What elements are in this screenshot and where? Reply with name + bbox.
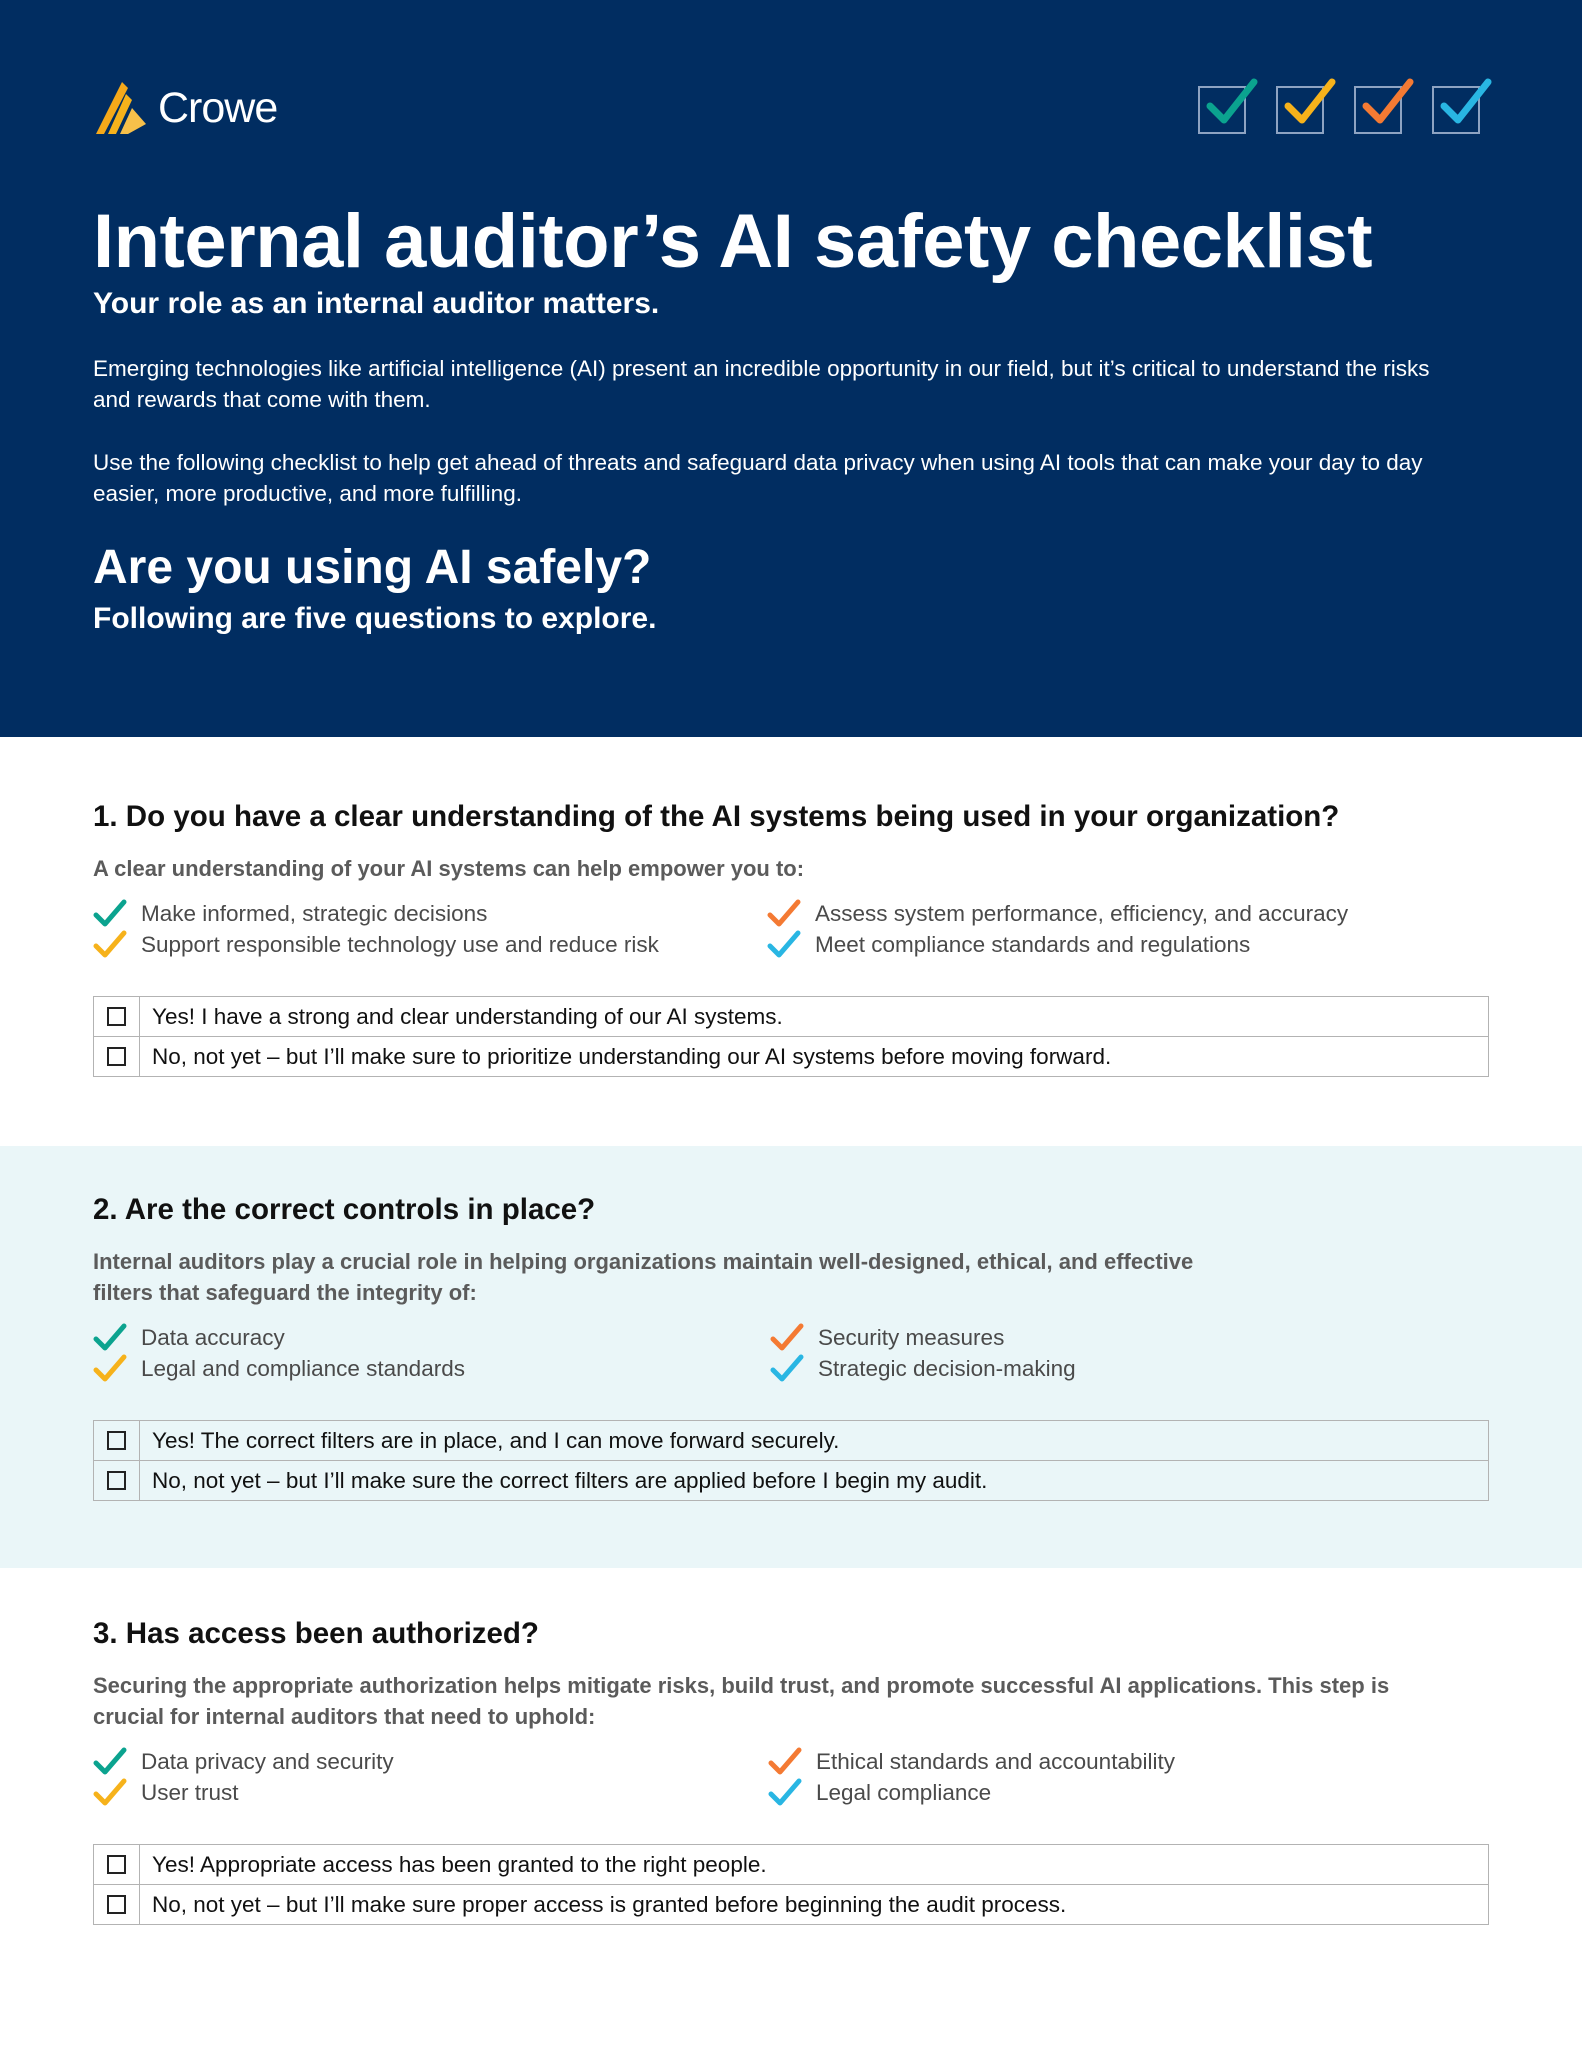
list-item-label: Support responsible technology use and reduce risk [141,931,659,957]
empty-checkbox-icon [107,1007,126,1026]
empty-checkbox-icon [107,1431,126,1450]
question-lead: Securing the appropriate authorization helps mitigate risks, build trust, and promote successful AI applications. This step is crucial for internal auditors that need to uphold: [93,1673,1390,1729]
empty-checkbox-icon [107,1895,126,1914]
benefit-list [93,1746,1489,1808]
orange-check-icon [767,899,801,929]
answer-label: No, not yet – but I’ll make sure proper access is granted before beginning the audit process. [152,1891,1067,1917]
answer-label: Yes! I have a strong and clear understanding of our AI systems. [152,1003,783,1029]
list-item-label: Data accuracy [141,1324,285,1350]
teal-check-box-icon [1198,86,1246,134]
page-title: Internal auditor’s AI safety checklist [93,199,1373,284]
list-item-label: Data privacy and security [141,1748,394,1774]
question-heading: 3. Has access been authorized? [93,1617,539,1650]
question-lead: Internal auditors play a crucial role in helping organizations maintain well-designed, ethical, and effective filters that safeguard the integrity of: [93,1249,1194,1305]
question-2 [93,1193,1489,1493]
page-subtitle: Your role as an internal auditor matters. [93,287,660,320]
sky-check-icon [768,1778,802,1808]
answer-options [93,1844,1489,1925]
orange-check-icon [770,1323,804,1353]
list-item [93,1322,285,1353]
question-1 [93,800,1489,1069]
question-heading: 2. Are the correct controls in place? [93,1193,596,1226]
answer-option-no [94,1036,1488,1076]
crowe-logo [94,80,277,136]
orange-check-box-icon [1354,86,1402,134]
list-item [768,1777,991,1808]
list-item-label: Meet compliance standards and regulations [815,931,1251,957]
list-item-label: Assess system performance, efficiency, and accuracy [815,900,1349,926]
benefit-list [93,898,1489,960]
list-item [93,1777,239,1808]
answer-options [93,996,1489,1077]
list-item-label: Strategic decision-making [818,1355,1076,1381]
list-item [93,1746,394,1777]
gold-check-icon [93,1778,127,1808]
intro-paragraph-2: Use the following checklist to help get ahead of threats and safeguard data privacy when using AI tools that can make your day to day easier, more productive, and more fulfilling. [93,450,1423,506]
sky-check-icon [767,930,801,960]
section-subtitle: Following are five questions to explore. [93,602,657,635]
list-item [768,1746,1175,1777]
empty-checkbox-icon [107,1047,126,1066]
header-check-boxes [1198,86,1480,134]
crowe-mark-icon [94,80,154,136]
list-item [770,1322,1004,1353]
gold-check-icon [93,930,127,960]
orange-check-icon [768,1747,802,1777]
list-item-label: Legal and compliance standards [141,1355,465,1381]
answer-option-no [94,1460,1488,1500]
no-checkbox[interactable] [94,1885,140,1924]
list-item [93,929,659,960]
sky-check-icon [770,1354,804,1384]
list-item-label: Security measures [818,1324,1005,1350]
question-3 [93,1617,1489,1917]
empty-checkbox-icon [107,1855,126,1874]
list-item [93,898,487,929]
intro-paragraph-1: Emerging technologies like artificial intelligence (AI) present an incredible opportunity in our field, but it’s critical to understand the risks and rewards that come with them. [93,356,1430,412]
brand-name: Crowe [158,83,278,132]
answer-option-no [94,1884,1488,1924]
teal-check-icon [93,1747,127,1777]
teal-check-icon [93,1323,127,1353]
answer-label: No, not yet – but I’ll make sure to prioritize understanding our AI systems before moving forward. [152,1043,1112,1069]
answer-label: Yes! Appropriate access has been granted to the right people. [152,1851,767,1877]
no-checkbox[interactable] [94,1037,140,1076]
list-item-label: User trust [141,1779,239,1805]
gold-check-box-icon [1276,86,1324,134]
answer-option-yes [94,1421,1488,1460]
list-item [767,898,1348,929]
section-title: Are you using AI safely? [93,541,652,594]
empty-checkbox-icon [107,1471,126,1490]
answer-label: Yes! The correct filters are in place, and I can move forward securely. [152,1427,840,1453]
list-item-label: Ethical standards and accountability [816,1748,1175,1774]
question-heading: 1. Do you have a clear understanding of the AI systems being used in your organization? [93,800,1340,833]
yes-checkbox[interactable] [94,997,140,1036]
answer-option-yes [94,1845,1488,1884]
no-checkbox[interactable] [94,1461,140,1500]
answer-options [93,1420,1489,1501]
list-item-label: Legal compliance [816,1779,992,1805]
question-lead: A clear understanding of your AI systems can help empower you to: [93,856,805,881]
sky-check-box-icon [1432,86,1480,134]
benefit-list [93,1322,1489,1384]
answer-option-yes [94,997,1488,1036]
yes-checkbox[interactable] [94,1845,140,1884]
hero-banner [0,0,1582,737]
list-item [93,1353,465,1384]
teal-check-icon [93,899,127,929]
list-item [770,1353,1076,1384]
answer-label: No, not yet – but I’ll make sure the correct filters are applied before I begin my audit. [152,1467,988,1493]
list-item [767,929,1250,960]
list-item-label: Make informed, strategic decisions [141,900,488,926]
yes-checkbox[interactable] [94,1421,140,1460]
gold-check-icon [93,1354,127,1384]
